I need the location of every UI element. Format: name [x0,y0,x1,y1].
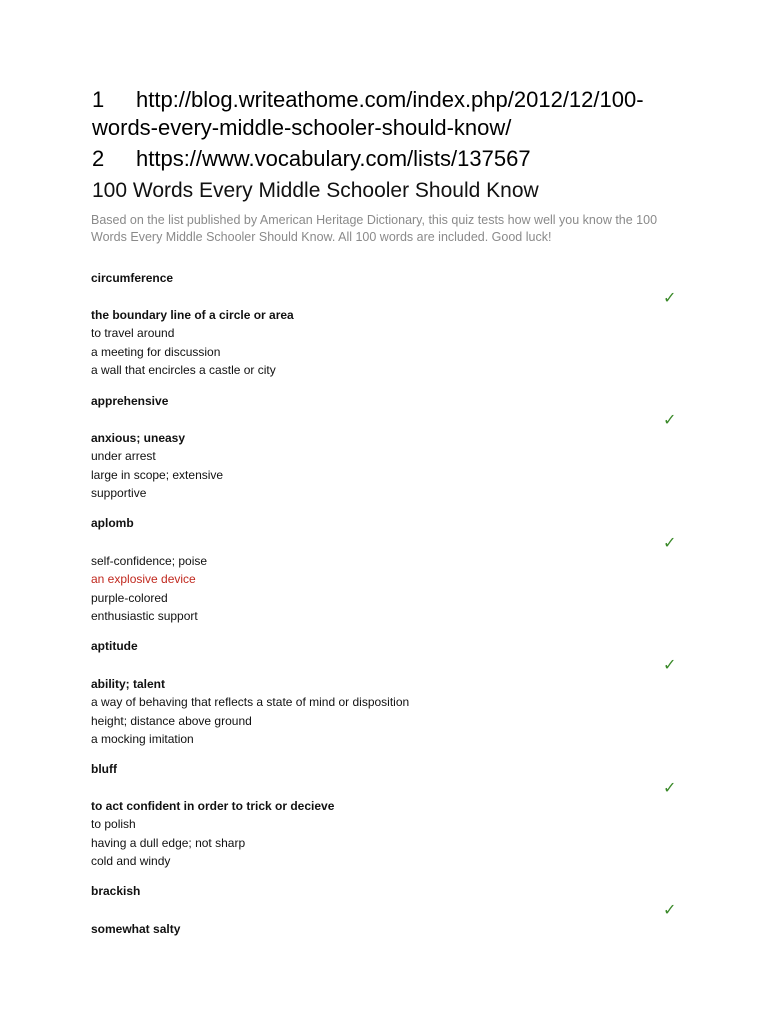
answer-option[interactable]: enthusiastic support [91,608,198,623]
answer-option[interactable]: somewhat salty [91,922,181,936]
reference-link[interactable]: http://blog.writeathome.com/index.php/2012/12/100- [136,87,644,112]
question-circumference [91,270,691,377]
answer-option[interactable]: purple-colored [91,590,168,605]
question-aplomb [91,515,691,623]
answer-option[interactable]: cold and windy [91,853,171,868]
reference-number: 2 [92,146,105,171]
answer-option[interactable]: anxious; uneasy [91,431,186,445]
answer-option[interactable]: the boundary line of a circle or area [91,308,294,322]
reference-2 [92,145,531,173]
check-icon: ✓ [663,657,677,674]
answer-option[interactable]: large in scope; extensive [91,467,224,482]
reference-link[interactable]: https://www.vocabulary.com/lists/137567 [136,146,531,171]
check-icon: ✓ [663,780,677,797]
question-word: circumference [91,271,174,285]
answer-option-wrong[interactable]: an explosive device [91,572,196,587]
question-word: apprehensive [91,394,169,408]
check-icon: ✓ [663,535,677,552]
answer-option[interactable]: self-confidence; poise [91,554,208,568]
quiz-intro: Based on the list published by American Heritage Dictionary, this quiz tests how well you know the 100 Words Every Middle Schooler Should Know. All 100 words are included. Good luck! [91,213,658,244]
check-icon: ✓ [663,290,677,307]
answer-option[interactable]: to act confident in order to trick or decieve [91,799,335,813]
answer-option[interactable]: a mocking imitation [91,731,194,746]
answer-option[interactable]: to travel around [91,326,175,341]
answer-option[interactable]: under arrest [91,449,156,464]
answer-option[interactable]: having a dull edge; not sharp [91,835,246,850]
answer-option[interactable]: a meeting for discussion [91,344,221,359]
question-word: aptitude [91,639,138,653]
answer-option[interactable]: supportive [91,485,147,500]
check-icon: ✓ [663,412,677,429]
answer-option[interactable]: height; distance above ground [91,713,252,728]
reference-link-continued[interactable]: words-every-middle-schooler-should-know/ [92,115,512,140]
question-word: bluff [91,762,117,776]
question-word: brackish [91,884,141,898]
answer-option[interactable]: to polish [91,817,136,832]
page-title: 100 Words Every Middle Schooler Should Know [92,179,539,202]
answer-option[interactable]: ability; talent [91,677,166,691]
reference-1 [92,86,644,142]
question-aptitude [91,638,691,746]
check-icon: ✓ [663,902,677,919]
question-bluff [91,761,691,868]
answer-option[interactable]: a way of behaving that reflects a state of mind or disposition [91,695,410,710]
question-word: aplomb [91,516,134,530]
question-brackish [91,883,691,936]
answer-option[interactable]: a wall that encircles a castle or city [91,362,276,377]
question-apprehensive [91,393,691,500]
reference-number: 1 [92,87,105,112]
